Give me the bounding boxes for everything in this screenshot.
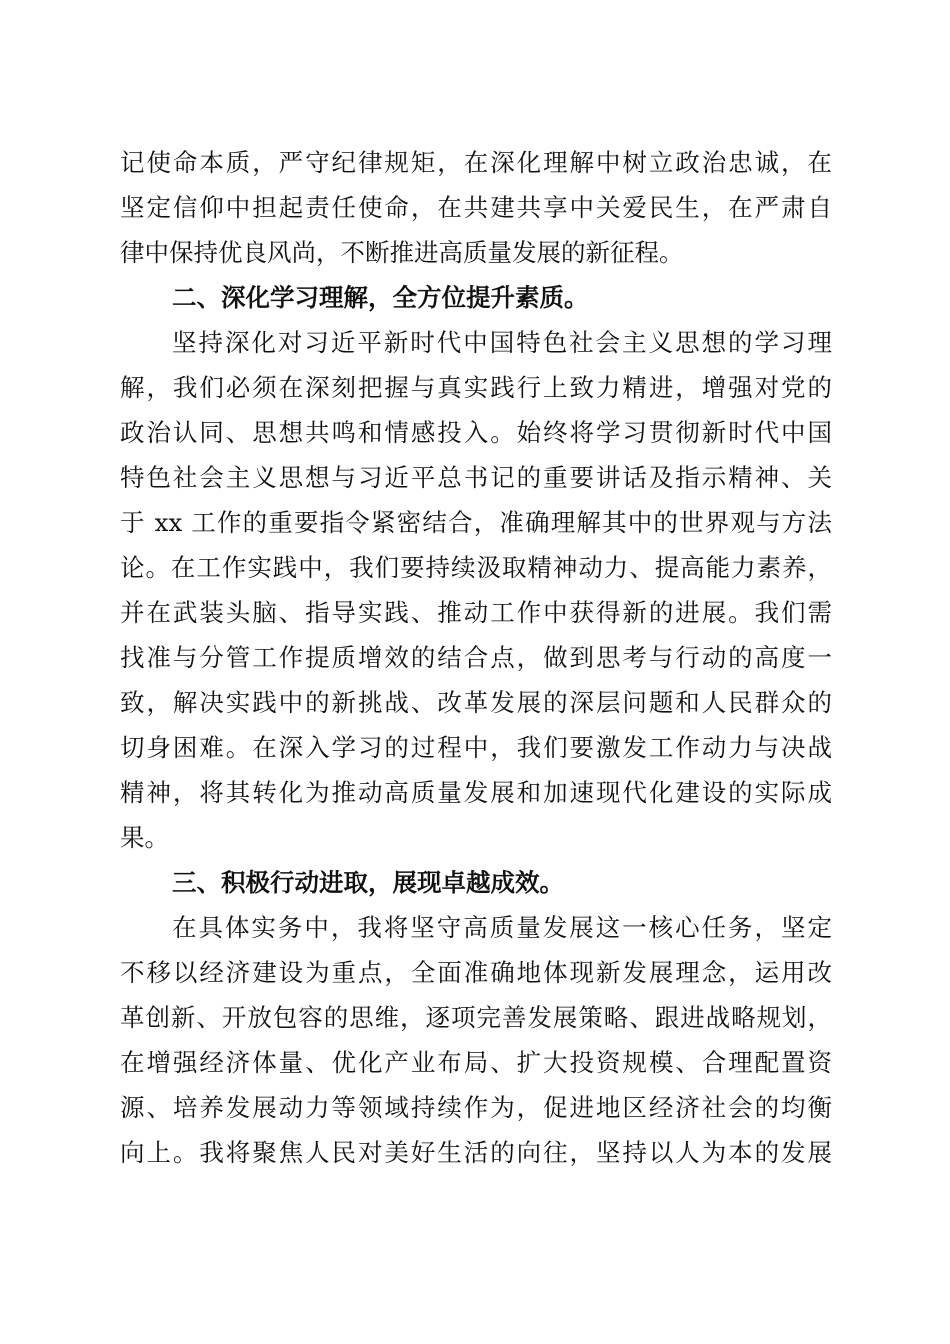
body-paragraph	[120, 140, 832, 275]
text-line: 并在武装头脑、指导实践、推动工作中获得新的进展。我们需	[120, 598, 832, 627]
text-line: 切身困难。在深入学习的过程中，我们要激发工作动力与决战	[120, 733, 832, 762]
text-line: 三、积极行动进取，展现卓越成效。	[172, 868, 564, 897]
text-line: 果。	[120, 823, 169, 852]
text-line: 不移以经济建设为重点，全面准确地体现新发展理念，运用改	[120, 958, 832, 987]
text-line: 精神，将其转化为推动高质量发展和加速现代化建设的实际成	[120, 778, 832, 807]
text-line: 致，解决实践中的新挑战、改革发展的深层问题和人民群众的	[120, 688, 832, 717]
text-line: 特色社会主义思想与习近平总书记的重要讲话及指示精神、关	[120, 463, 832, 492]
text-line: 律中保持优良风尚，不断推进高质量发展的新征程。	[120, 238, 684, 267]
text-line: 于 xx 工作的重要指令紧密结合，准确理解其中的世界观与方法	[120, 508, 832, 537]
section-heading	[120, 275, 832, 320]
text-line: 在具体实务中，我将坚守高质量发展这一核心任务，坚定	[172, 913, 832, 942]
text-line: 找准与分管工作提质增效的结合点，做到思考与行动的高度一	[120, 643, 832, 672]
body-paragraph	[120, 905, 832, 1175]
text-line: 解，我们必须在深刻把握与真实践行上致力精进，增强对党的	[120, 373, 832, 402]
section-heading	[120, 860, 832, 905]
text-line: 政治认同、思想共鸣和情感投入。始终将学习贯彻新时代中国	[120, 418, 832, 447]
text-line: 论。在工作实践中，我们要持续汲取精神动力、提高能力素养，	[120, 553, 832, 582]
text-line: 革创新、开放包容的思维，逐项完善发展策略、跟进战略规划，	[120, 1003, 832, 1032]
text-line: 坚定信仰中担起责任使命，在共建共享中关爱民生，在严肃自	[120, 193, 832, 222]
text-line: 坚持深化对习近平新时代中国特色社会主义思想的学习理	[172, 328, 832, 357]
body-paragraph	[120, 320, 832, 860]
text-line: 二、深化学习理解，全方位提升素质。	[172, 283, 589, 312]
text-line: 源、培养发展动力等领域持续作为，促进地区经济社会的均衡	[120, 1093, 832, 1122]
text-line: 向上。我将聚焦人民对美好生活的向往，坚持以人为本的发展	[120, 1138, 832, 1167]
document-page	[120, 140, 832, 1175]
text-line: 在增强经济体量、优化产业布局、扩大投资规模、合理配置资	[120, 1048, 832, 1077]
text-line: 记使命本质，严守纪律规矩，在深化理解中树立政治忠诚，在	[120, 148, 832, 177]
